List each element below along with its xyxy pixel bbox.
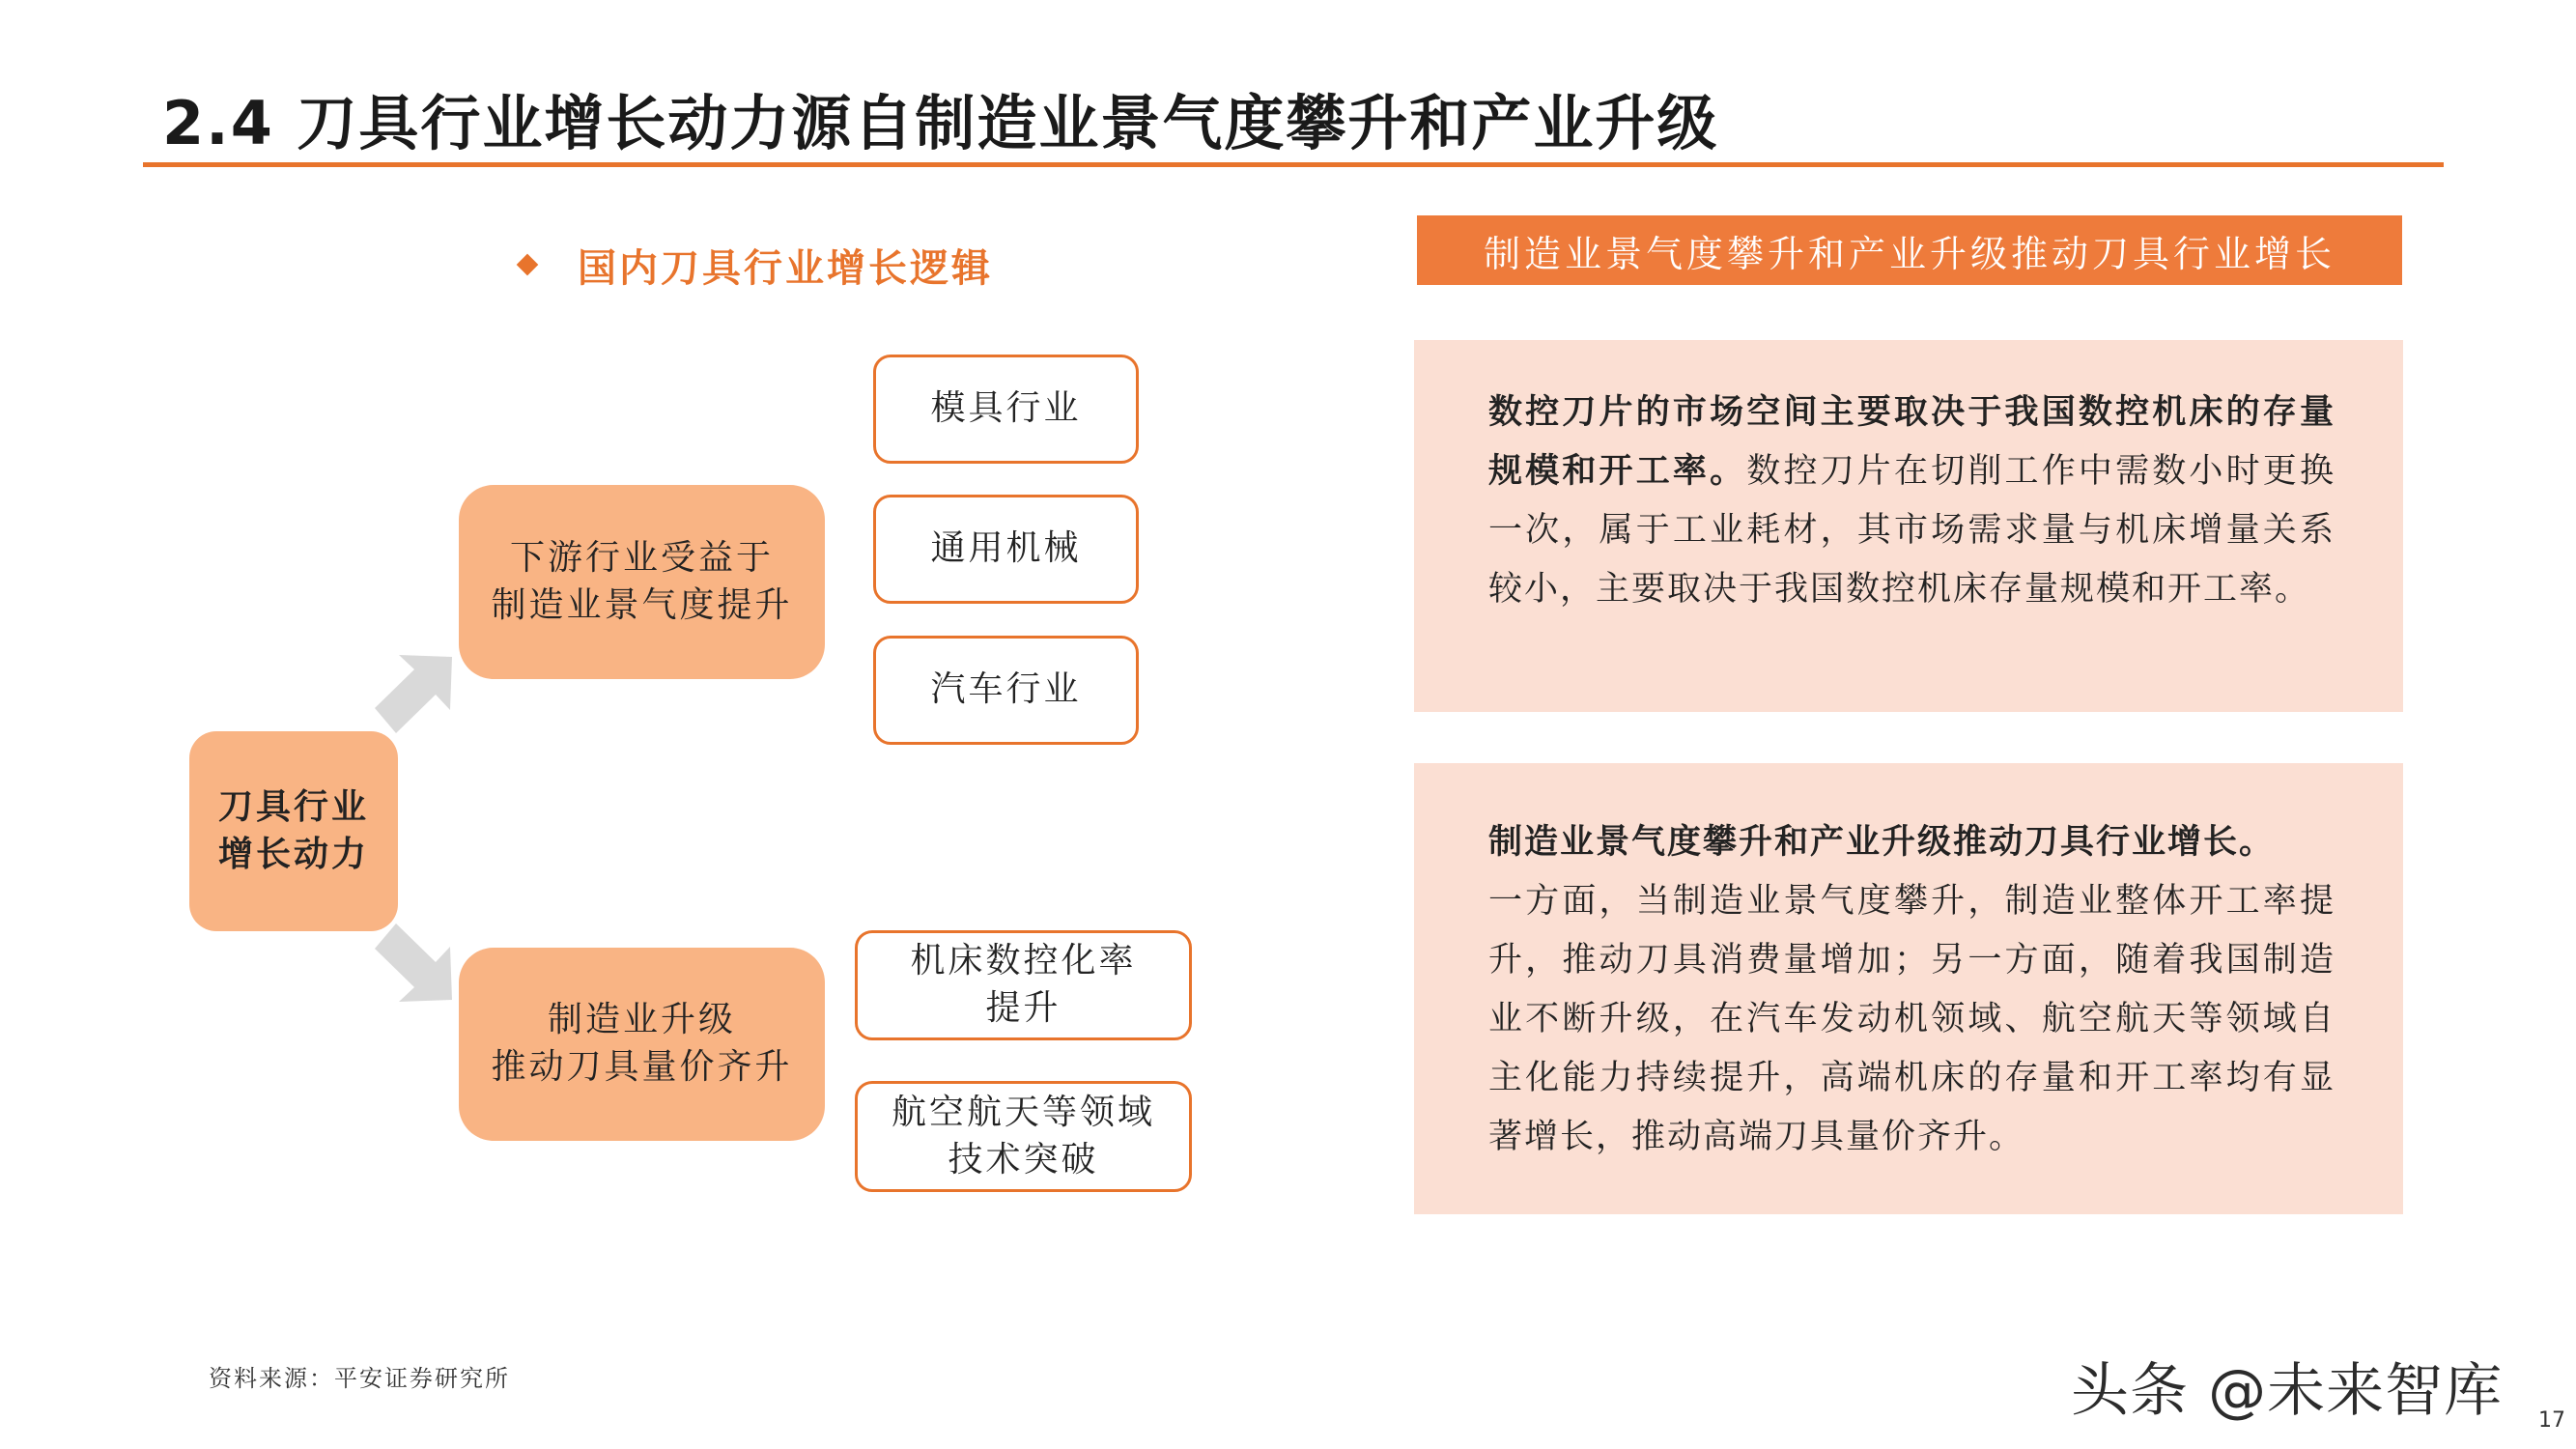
source-note: 资料来源：平安证券研究所 [209, 1365, 510, 1392]
diagram-subtitle: 国内刀具行业增长逻辑 [578, 246, 993, 291]
leaf-aerospace-line2: 技术突破 [948, 1139, 1099, 1179]
leaf-cnc-rate-line2: 提升 [985, 988, 1062, 1028]
root-node-line2: 增长动力 [217, 834, 369, 874]
right-banner: 制造业景气度攀升和产业升级推动刀具行业增长 [1417, 215, 2402, 285]
leaf-aerospace-line1: 航空航天等领域 [891, 1092, 1155, 1132]
info-panel-market-bold: 数控刀片的市场空间主要取决于我国数控机床的存量规模和开工率。 [1488, 393, 2335, 491]
branch-upgrade-line2: 推动刀具量价齐升 [491, 1047, 793, 1087]
root-node [189, 731, 398, 931]
branch-downstream-line1: 下游行业受益于 [509, 537, 774, 578]
info-panel-market-body: 数控刀片在切削工作中需数小时更换一次，属于工业耗材，其市场需求量与机床增量关系较小，主要取决于我国数控机床存量规模和开工率。 [1488, 452, 2335, 609]
leaf-general-machinery: 通用机械 [873, 495, 1139, 604]
title-divider [143, 162, 2444, 167]
arrow-up-right-icon [375, 655, 452, 733]
arrow-down-right-icon [375, 923, 452, 1002]
info-panel-growth-text [1488, 813, 2335, 1167]
diamond-bullet-icon [517, 254, 539, 276]
root-node-line1: 刀具行业 [217, 786, 369, 827]
leaf-mold-industry: 模具行业 [873, 355, 1139, 464]
page-title: 2.4 刀具行业增长动力源自制造业景气度攀升和产业升级 [162, 88, 1719, 158]
page-number: 17 [2538, 1408, 2565, 1433]
info-panel-market [1414, 340, 2403, 712]
branch-downstream-node [459, 485, 825, 679]
branch-upgrade-node [459, 948, 825, 1141]
leaf-aerospace [855, 1081, 1192, 1192]
leaf-cnc-rate [855, 930, 1192, 1040]
leaf-cnc-rate-line1: 机床数控化率 [910, 941, 1137, 981]
leaf-automotive-industry: 汽车行业 [873, 636, 1139, 745]
info-panel-growth-bold: 制造业景气度攀升和产业升级推动刀具行业增长。 [1488, 823, 2276, 862]
branch-downstream-line2: 制造业景气度提升 [491, 584, 793, 625]
info-panel-growth-body: 一方面，当制造业景气度攀升，制造业整体开工率提升，推动刀具消费量增加；另一方面，随着我国制造业不断升级，在汽车发动机领域、航空航天等领域自主化能力持续提升，高端机床的存量和开工率均有显著增长，推动高端刀具量价齐升。 [1488, 882, 2335, 1156]
info-panel-market-text [1488, 384, 2335, 619]
branch-upgrade-line1: 制造业升级 [547, 1000, 736, 1040]
info-panel-growth [1414, 763, 2403, 1214]
watermark: 头条 @未来智库 [2071, 1357, 2504, 1425]
